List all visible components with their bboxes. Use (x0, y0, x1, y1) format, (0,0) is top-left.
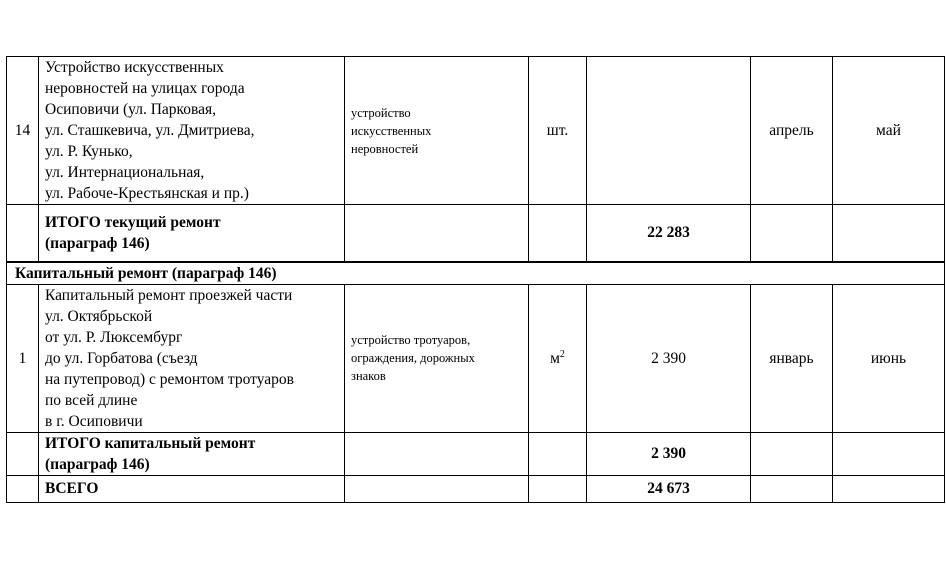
unit-base: м (550, 349, 560, 367)
empty-cell (833, 475, 945, 502)
empty-cell (751, 205, 833, 262)
object-name-line: ул. Интернациональная, (45, 164, 205, 181)
object-name-line: в г. Осиповичи (45, 412, 143, 430)
unit-cell: шт. (529, 57, 587, 205)
object-name-line: до ул. Горбатова (съезд (45, 349, 198, 367)
subtotal-label (39, 432, 345, 475)
work-type-line: ограждения, дорожных (351, 351, 475, 365)
start-month-cell: январь (751, 284, 833, 432)
subtotal-label-line: (параграф 146) (45, 234, 150, 252)
object-name-line: ул. Р. Кунько, (45, 143, 133, 160)
subtotal-label-line: ИТОГО текущий ремонт (45, 213, 221, 231)
work-type-line: устройство тротуаров, (351, 333, 471, 347)
object-name-line: ул. Рабоче-Крестьянская и пр.) (45, 185, 249, 202)
work-type-cell (345, 57, 529, 205)
start-month-cell: апрель (751, 57, 833, 205)
amount-cell: 2 390 (587, 284, 751, 432)
section-title: Капитальный ремонт (параграф 146) (7, 262, 945, 285)
subtotal-amount: 2 390 (587, 432, 751, 475)
empty-cell (345, 205, 529, 262)
subtotal-amount: 22 283 (587, 205, 751, 262)
amount-cell (587, 57, 751, 205)
grand-total-label: ВСЕГО (39, 475, 345, 502)
object-name-cell (39, 57, 345, 205)
empty-cell (7, 432, 39, 475)
object-name-cell (39, 284, 345, 432)
empty-cell (7, 205, 39, 262)
object-name-line: Капитальный ремонт проезжей части (45, 286, 293, 304)
empty-cell (345, 475, 529, 502)
empty-cell (345, 432, 529, 475)
section-header-row (7, 262, 945, 285)
empty-cell (529, 475, 587, 502)
subtotal-label-line: (параграф 146) (45, 455, 150, 473)
work-type-line: искусственных (351, 123, 432, 138)
empty-cell (751, 432, 833, 475)
empty-cell (751, 475, 833, 502)
grand-total-amount: 24 673 (587, 475, 751, 502)
unit-cell (529, 284, 587, 432)
grand-total-row (7, 475, 945, 502)
subtotal-row (7, 205, 945, 262)
object-name-line: ул. Сташкевича, ул. Дмитриева, (45, 122, 255, 139)
end-month-cell: июнь (833, 284, 945, 432)
subtotal-label (39, 205, 345, 262)
subtotal-label-line: ИТОГО капитальный ремонт (45, 434, 256, 452)
object-name-line: на путепровод) с ремонтом тротуаров (45, 370, 294, 388)
empty-cell (833, 432, 945, 475)
object-name-line: от ул. Р. Люксембург (45, 328, 183, 346)
empty-cell (529, 432, 587, 475)
end-month-cell: май (833, 57, 945, 205)
row-number: 14 (7, 57, 39, 205)
object-name-line: ул. Октябрьской (45, 307, 153, 325)
object-name-line: Устройство искусственных (45, 59, 224, 76)
unit-superscript: 2 (559, 348, 565, 360)
empty-cell (529, 205, 587, 262)
empty-cell (7, 475, 39, 502)
table-row (7, 57, 945, 205)
works-table (6, 56, 945, 503)
empty-cell (833, 205, 945, 262)
work-type-cell (345, 284, 529, 432)
subtotal-row (7, 432, 945, 475)
row-number: 1 (7, 284, 39, 432)
work-type-line: знаков (351, 369, 386, 383)
work-type-line: устройство (351, 105, 411, 120)
object-name-line: Осиповичи (ул. Парковая, (45, 101, 217, 118)
table-row (7, 284, 945, 432)
work-type-line: неровностей (351, 141, 419, 156)
object-name-line: по всей длине (45, 391, 138, 409)
object-name-line: неровностей на улицах города (45, 80, 245, 97)
